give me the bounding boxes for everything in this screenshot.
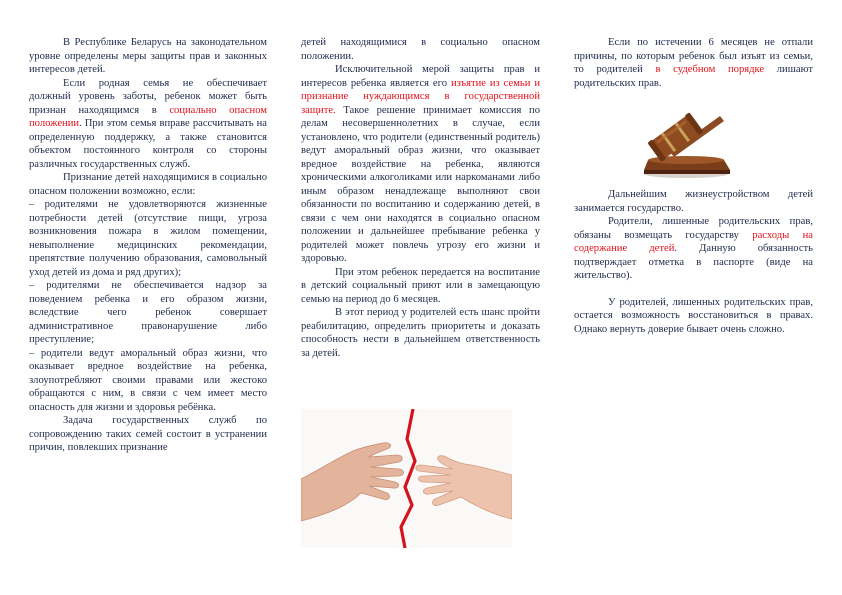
- column-3: [574, 36, 813, 336]
- paragraph: Исключительной мерой защиты прав и интересов ребенка является его изъятие из семьи и признание нуждающимся в государственной защите. Такое решение принимает комиссия по делам несовершеннолетних в случае, если установлено, что родители (единственный родитель) ведут аморальный образ жизни, что оказывает вредное воздействие на ребенка, являются хроническими алкоголиками или наркоманами либо иным образом ненадлежаще выполняют свои обязанности по воспитанию и содержанию детей, в связи с чем они находятся в социально опасном положении и дальнейшее пребывание ребенка у родителей может повлечь угрозу его жизни и здоровью.: [301, 64, 540, 264]
- bullet-item: – родителями не обеспечивается надзор за поведением ребенка и его образом жизни, вследствие чего ребенок совершает административное правонарушение либо преступление;: [29, 280, 267, 345]
- highlight-text: социально опасном положении: [29, 104, 267, 129]
- paragraph: Если по истечении 6 месяцев не отпали причины, по которым ребенок был изъят из семьи, то родителей в судебном порядке лишают родительских прав.: [574, 37, 813, 89]
- paragraph: Задача государственных служб по сопровождению таких семей состоит в устранении причин, повлекших признание: [29, 415, 267, 453]
- highlight-text: расходы на содержание детей: [574, 229, 813, 254]
- highlight-text: изъятие из семьи и признание нуждающимся в государственной защите.: [301, 77, 540, 116]
- bullet-item: – родителями не удовлетворяются жизненные потребности детей (отсутствие пищи, угроза возникновения пожара в жилом помещении, невыполнение медицинских рекомендации, препятствие получению образования, самовольный уход детей из дома и ряд других);: [29, 199, 267, 278]
- reaching-hands-icon: [301, 409, 512, 548]
- paragraph: Дальнейшим жизнеустройством детей занимается государство.: [574, 189, 813, 214]
- bullet-item: – родители ведут аморальный образ жизни, что оказывает вредное воздействие на ребенка, злоупотребляют своими правами или жестоко обращаются с ним, в связи с чем имеет место опасность для жизни и здоровья ребёнка.: [29, 347, 267, 413]
- gavel-image: [640, 98, 742, 180]
- gavel-icon: [640, 98, 742, 180]
- paragraph: При этом ребенок передается на воспитание в детский социальный приют или в замещающую семью на период до 6 месяцев.: [301, 266, 540, 305]
- column-2: [301, 36, 540, 360]
- paragraph: детей находящимися в социально опасном положении.: [301, 37, 540, 62]
- paragraph: В Республике Беларусь на законодательном уровне определены меры защиты прав и законных интересов детей.: [29, 37, 267, 75]
- paragraph: В этот период у родителей есть шанс пройти реабилитацию, определить приоритеты и доказать способность нести в дальнейшем ответственность за детей.: [301, 307, 540, 359]
- paragraph: У родителей, лишенных родительских прав, остается возможность восстановиться в правах. Однако вернуть доверие бывает очень сложно.: [574, 296, 813, 335]
- highlight-text: в судебном порядке: [655, 64, 765, 75]
- hands-image: [301, 409, 512, 548]
- column-1: [29, 36, 267, 455]
- paragraph: Родители, лишенные родительских прав, обязаны возмещать государству расходы на содержание детей. Данную обязанность подтверждает отметка в паспорте (виде на жительство).: [574, 216, 814, 281]
- paragraph: Если родная семья не обеспечивает должный уровень заботы, ребенок может быть признан находящимся в социально опасном положении. При этом семья вправе рассчитывать на определенную поддержку, а также становится объектом постоянного контроля со стороны различных государственных служб.: [29, 77, 267, 170]
- paragraph: Признание детей находящимися в социально опасном положении возможно, если:: [29, 172, 267, 197]
